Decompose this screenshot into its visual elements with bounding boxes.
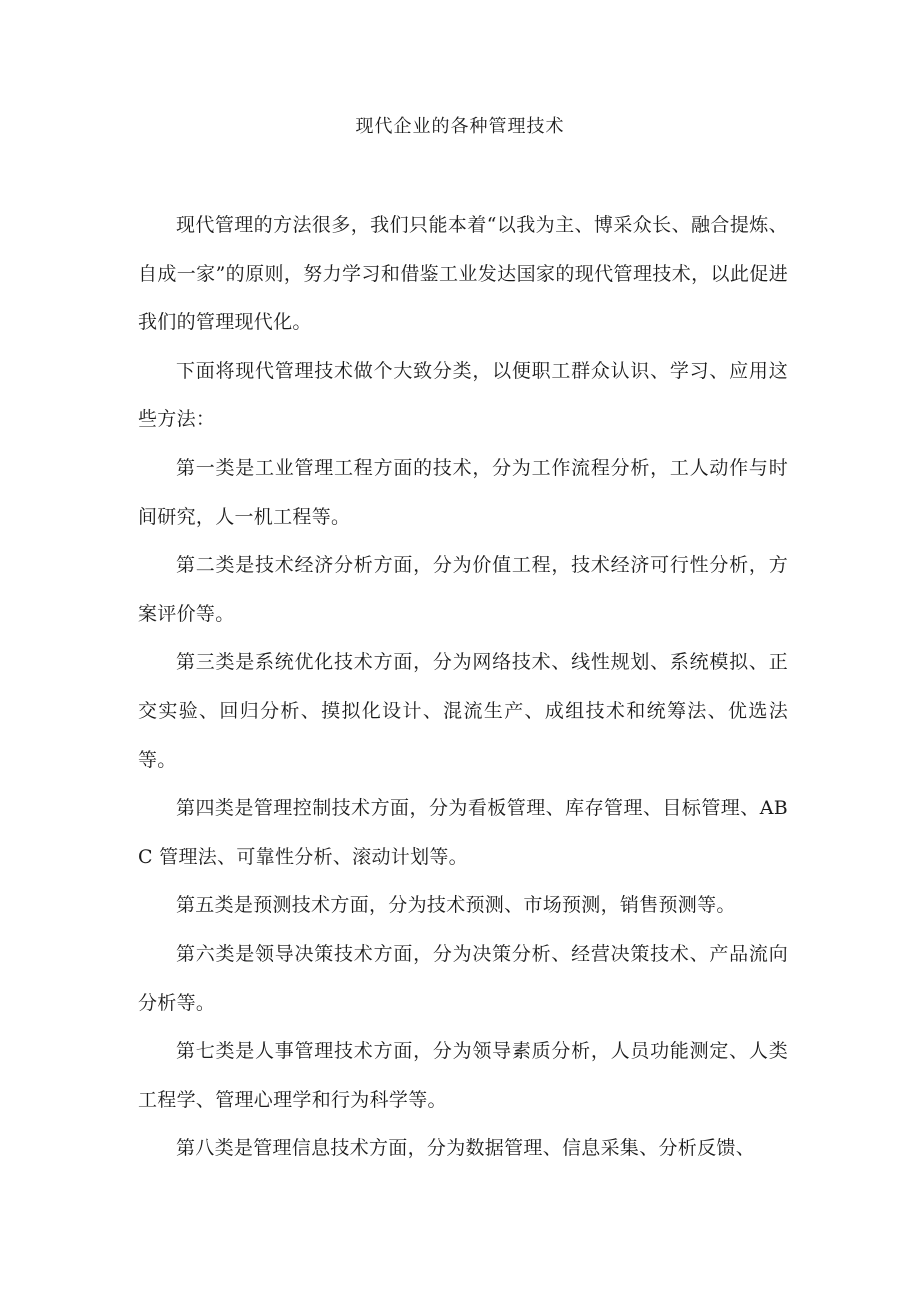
paragraph-category-4: 第四类是管理控制技术方面，分为看板管理、库存管理、目标管理、ABC 管理法、可靠性分析、滚动计划等。 — [138, 797, 788, 868]
paragraph-category-2: 第二类是技术经济分析方面，分为价值工程，技术经济可行性分析，方案评价等。 — [138, 554, 788, 625]
paragraph-classification-intro: 下面将现代管理技术做个大致分类，以便职工群众认识、学习、应用这些方法： — [138, 359, 788, 431]
paragraph-category-7: 第七类是人事管理技术方面，分为领导素质分析，人员功能测定、人类工程学、管理心理学和行为科学等。 — [138, 1040, 788, 1111]
document-body — [138, 201, 788, 1173]
document-title: 现代企业的各种管理技术 — [355, 116, 565, 137]
paragraph-category-1: 第一类是工业管理工程方面的技术，分为工作流程分析，工人动作与时间研究，人一机工程等。 — [138, 456, 788, 528]
paragraph-intro: 现代管理的方法很多，我们只能本着“以我为主、博采众长、融合提炼、自成一家”的原则，努力学习和借鉴工业发达国家的现代管理技术，以此促进我们的管理现代化。 — [138, 214, 788, 334]
paragraph-category-5: 第五类是预测技术方面，分为技术预测、市场预测，销售预测等。 — [176, 894, 736, 917]
paragraph-category-3: 第三类是系统优化技术方面，分为网络技术、线性规划、系统模拟、正交实验、回归分析、摸拟化设计、混流生产、成组技术和统筹法、优选法等。 — [138, 651, 788, 771]
paragraph-category-6: 第六类是领导决策技术方面，分为决策分析、经营决策技术、产品流向分析等。 — [138, 942, 788, 1014]
paragraph-category-8: 第八类是管理信息技术方面，分为数据管理、信息采集、分析反馈、 — [176, 1137, 756, 1160]
